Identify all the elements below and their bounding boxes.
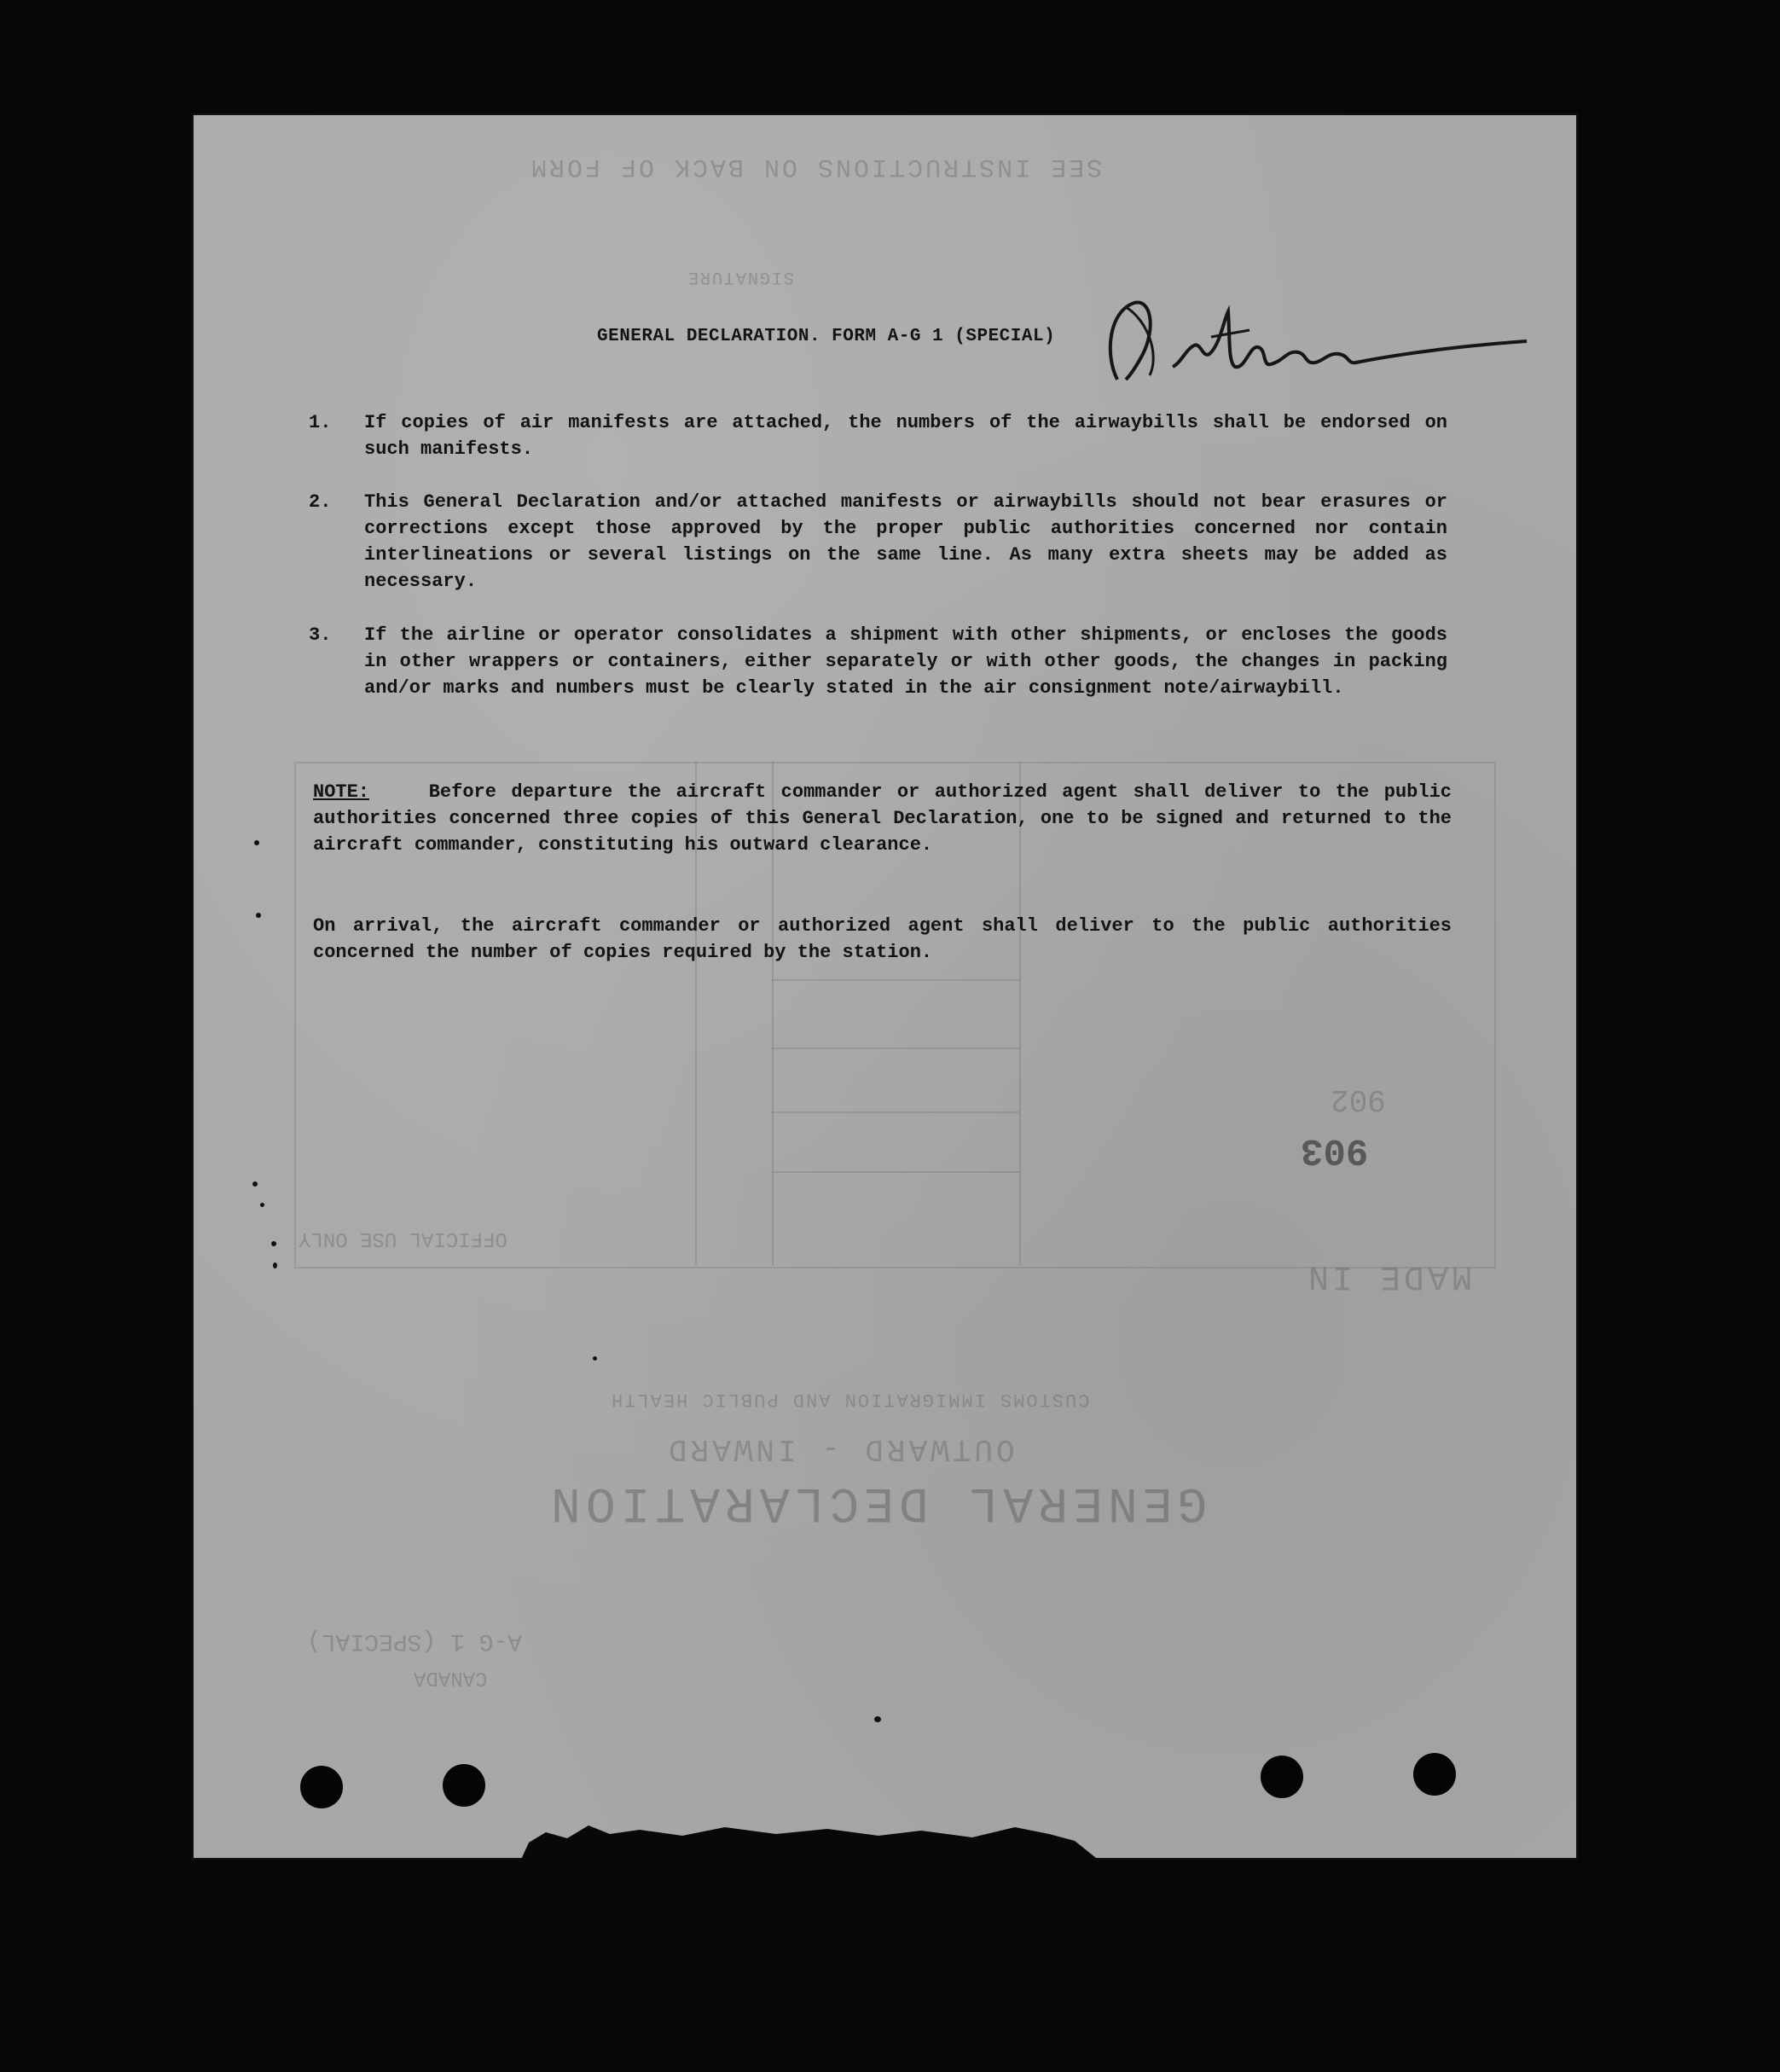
speck	[273, 1262, 277, 1268]
item-text: This General Declaration and/or attached manifests or airwaybills should not bear erasures or corrections except those approved by the proper public authorities concerned nor contain interlineations or several listings on the same line. As many extra sheets may be added as necessary.	[364, 491, 1447, 592]
bleed-through-table-line	[772, 979, 1019, 981]
bleed-through-made-in: MADE IN	[1305, 1257, 1473, 1295]
torn-paper-edge	[520, 1808, 1100, 1861]
punch-hole	[443, 1764, 485, 1807]
bleed-through-agencies: CUSTOMS IMMIGRATION AND PUBLIC HEALTH	[610, 1389, 1090, 1410]
item-text: If copies of air manifests are attached, the numbers of the airwaybills shall be endorsed on such manifests.	[364, 412, 1447, 460]
item-number: 3.	[309, 624, 332, 646]
speck	[260, 1203, 264, 1207]
handwritten-signature	[1100, 286, 1535, 397]
page-title: GENERAL DECLARATION. FORM A-G 1 (SPECIAL)	[597, 327, 1056, 346]
note-text: Before departure the aircraft commander or authorized agent shall deliver to the public authorities concerned three copies of this General Declaration, one to be signed and returned to the aircraft commander, constituting his outward clearance.	[313, 781, 1452, 856]
note-paragraph	[313, 779, 1452, 858]
bleed-through-number-alt: 902	[1331, 1082, 1386, 1117]
note-label: NOTE:	[313, 781, 370, 803]
bleed-through-table-line	[772, 1048, 1019, 1049]
speck	[254, 840, 259, 845]
bleed-through-form-code: A-G 1 (SPECIAL)	[307, 1628, 523, 1654]
punch-hole	[1413, 1753, 1456, 1796]
punch-hole	[300, 1766, 343, 1808]
bleed-through-official-use: OFFICIAL USE ONLY	[299, 1227, 507, 1250]
arrival-paragraph: On arrival, the aircraft commander or authorized agent shall deliver to the public authorities concerned the number of copies required by the station.	[313, 915, 1452, 963]
bleed-through-number: 903	[1301, 1129, 1369, 1171]
bleed-through-country: CANADA	[414, 1666, 488, 1689]
punch-hole	[1261, 1756, 1303, 1798]
speck	[874, 1716, 881, 1722]
item-text: If the airline or operator consolidates a shipment with other shipments, or encloses the goods in other wrappers or containers, either separately or with other goods, the changes in packing and/or marks and numbers must be clearly stated in the air consignment note/airwaybill.	[364, 624, 1447, 699]
bleed-through-instructions: SEE INSTRUCTIONS ON BACK OF FORM	[529, 152, 1103, 181]
speck	[271, 1241, 276, 1246]
speck	[256, 913, 261, 918]
speck	[593, 1356, 597, 1361]
bleed-through-signature: SIGNATURE	[687, 267, 795, 287]
bleed-through-subheading: OUTWARD - INWARD	[665, 1431, 1015, 1466]
bleed-through-form-heading: GENERAL DECLARATION	[546, 1474, 1208, 1529]
item-number: 1.	[309, 412, 332, 433]
speck	[252, 1181, 258, 1187]
item-number: 2.	[309, 491, 332, 513]
bleed-through-table-line	[772, 1171, 1019, 1173]
bleed-through-table-line	[772, 1111, 1019, 1113]
